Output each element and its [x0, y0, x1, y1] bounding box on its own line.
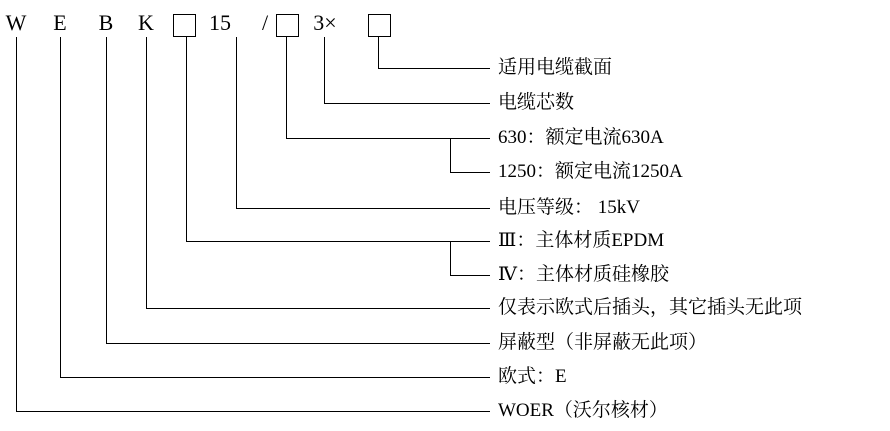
- label-cable-cores: 电缆芯数: [498, 92, 575, 113]
- label-brand-woer: WOER（沃尔核材）: [498, 400, 668, 421]
- leader-vline-brand-woer: [16, 37, 17, 411]
- leader-vline-cable-cores: [324, 37, 325, 103]
- leader-hline-cable-section: [378, 68, 490, 69]
- leader-vline-shield-type: [106, 37, 107, 343]
- label-material-silicone: Ⅳ：主体材质硅橡胶: [498, 264, 669, 285]
- code-char-k: K: [138, 10, 154, 35]
- code-box-section: [368, 14, 391, 37]
- leader-vline-euro-type: [60, 37, 61, 377]
- leader-vline-euro-rear-plug: [146, 37, 147, 308]
- code-char-3x: 3×: [313, 10, 337, 35]
- label-material-epdm: Ⅲ：主体材质EPDM: [498, 230, 665, 251]
- code-box-current: [276, 14, 299, 37]
- leader-hline-shield-type: [106, 343, 490, 344]
- leader-hline-brand-woer: [16, 411, 490, 412]
- label-voltage-level: 电压等级： 15kV: [498, 197, 640, 218]
- label-rated-current-1250: 1250：额定电流1250A: [498, 161, 683, 182]
- leader-vline-material: [186, 37, 187, 241]
- leader-vline-cable-section: [378, 37, 379, 68]
- label-rated-current-630: 630：额定电流630A: [498, 127, 664, 148]
- code-char-e: E: [53, 10, 67, 35]
- leader-hline-euro-rear-plug: [146, 308, 490, 309]
- leader-hline-rated-current-630: [286, 138, 490, 139]
- leader-vline-rated-current-stem: [286, 37, 287, 138]
- label-euro-type: 欧式：E: [498, 366, 567, 387]
- code-char-w: W: [5, 10, 27, 35]
- label-shield-type: 屏蔽型（非屏蔽无此项）: [498, 332, 708, 353]
- leader-vline-material-branch: [450, 241, 451, 275]
- code-char-15: 15: [209, 10, 231, 35]
- code-char-b: B: [98, 10, 114, 35]
- leader-hline-euro-type: [60, 377, 490, 378]
- label-cable-section: 适用电缆截面: [498, 57, 613, 78]
- leader-vline-voltage: [236, 37, 237, 208]
- leader-hline-material-epdm: [186, 241, 490, 242]
- leader-hline-voltage: [236, 208, 490, 209]
- leader-hline-rated-current-1250: [450, 172, 490, 173]
- label-euro-rear-plug: 仅表示欧式后插头，其它插头无此项: [498, 297, 803, 318]
- code-char-slash: /: [261, 10, 269, 35]
- leader-hline-material-silicone: [450, 275, 490, 276]
- leader-vline-rated-current: [450, 138, 451, 173]
- code-box-material: [173, 14, 196, 37]
- leader-hline-cable-cores: [324, 103, 490, 104]
